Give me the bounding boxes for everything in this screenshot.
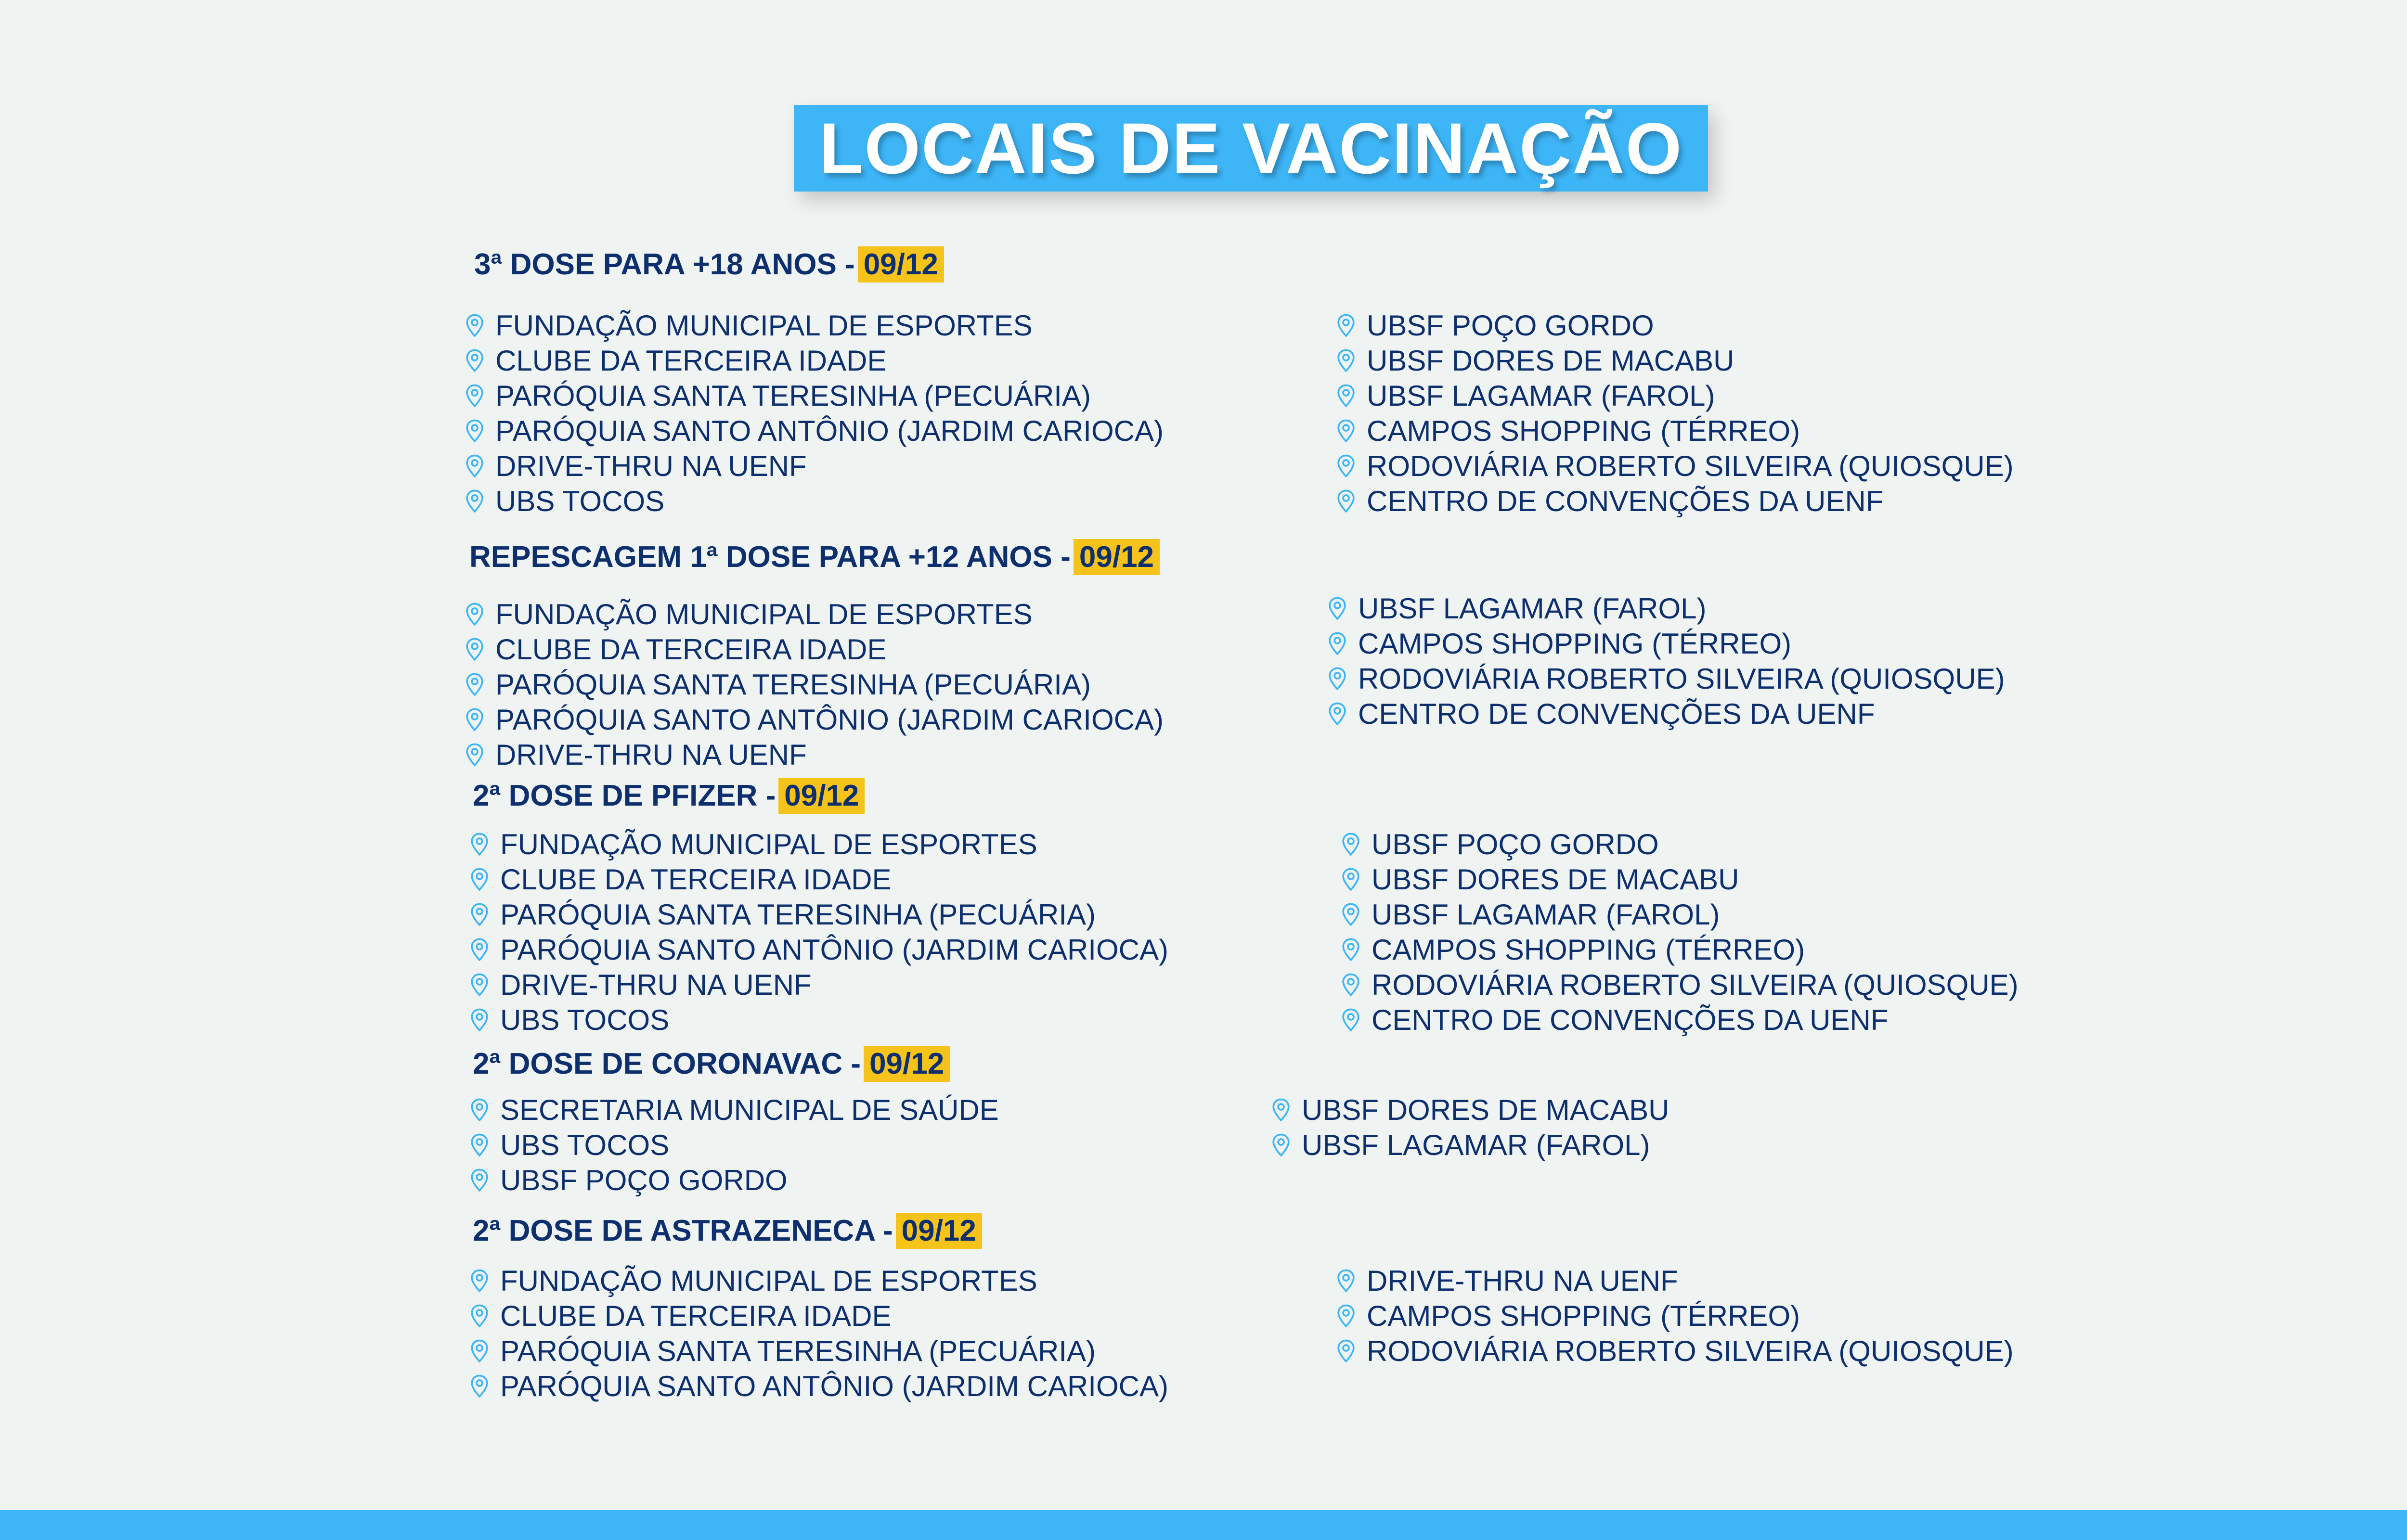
location-item	[1327, 626, 2005, 661]
location-item	[465, 667, 1164, 702]
location-label: FUNDAÇÃO MUNICIPAL DE ESPORTES	[495, 309, 1033, 342]
map-pin-icon	[465, 384, 485, 408]
location-item	[469, 1369, 1168, 1404]
location-label: CAMPOS SHOPPING (TÉRREO)	[1367, 415, 1800, 447]
location-item	[469, 1263, 1168, 1298]
map-pin-icon	[1341, 833, 1361, 857]
location-item	[469, 1128, 999, 1163]
location-item	[1341, 897, 2019, 932]
section-heading-coronavac	[473, 1046, 950, 1082]
location-item	[1341, 827, 2019, 862]
location-item	[469, 1334, 1168, 1369]
location-item	[1336, 1298, 2014, 1334]
date-badge: 09/12	[1074, 539, 1160, 575]
map-pin-icon	[465, 349, 485, 373]
map-pin-icon	[469, 833, 490, 857]
map-pin-icon	[469, 1168, 490, 1193]
date-badge: 09/12	[778, 778, 865, 814]
page-title: LOCAIS DE VACINAÇÃO	[819, 107, 1683, 189]
date-badge: 09/12	[896, 1213, 982, 1249]
location-item	[1336, 343, 2014, 378]
location-item	[1336, 378, 2014, 413]
location-label: UBSF DORES DE MACABU	[1302, 1094, 1669, 1126]
location-item	[469, 862, 1168, 897]
map-pin-icon	[1271, 1098, 1291, 1122]
map-pin-icon	[469, 903, 490, 927]
location-label: FUNDAÇÃO MUNICIPAL DE ESPORTES	[495, 598, 1033, 630]
location-label: CENTRO DE CONVENÇÕES DA UENF	[1367, 485, 1884, 517]
location-item	[1341, 967, 2019, 1002]
map-pin-icon	[465, 454, 485, 478]
map-pin-icon	[1336, 314, 1356, 338]
map-pin-icon	[465, 314, 485, 338]
location-item	[465, 378, 1164, 413]
location-item	[1327, 591, 2005, 626]
location-label: FUNDAÇÃO MUNICIPAL DE ESPORTES	[500, 1265, 1037, 1297]
map-pin-icon	[469, 1339, 490, 1363]
map-pin-icon	[1327, 597, 1347, 621]
section-heading-text: 3ª DOSE PARA +18 ANOS -	[474, 248, 855, 282]
location-label: PARÓQUIA SANTO ANTÔNIO (JARDIM CARIOCA)	[495, 415, 1164, 447]
location-item	[469, 967, 1168, 1002]
location-label: UBSF DORES DE MACABU	[1372, 863, 1739, 896]
map-pin-icon	[1336, 349, 1356, 373]
location-label: RODOVIÁRIA ROBERTO SILVEIRA (QUIOSQUE)	[1358, 663, 2005, 695]
map-pin-icon	[465, 708, 485, 732]
location-list-right	[1327, 591, 2005, 732]
location-label: FUNDAÇÃO MUNICIPAL DE ESPORTES	[500, 828, 1037, 860]
location-item	[469, 1002, 1168, 1038]
location-list-left	[465, 597, 1164, 772]
location-item	[465, 702, 1164, 737]
map-pin-icon	[469, 1304, 490, 1328]
location-label: UBSF POÇO GORDO	[1372, 828, 1659, 860]
location-label: UBS TOCOS	[500, 1129, 670, 1161]
map-pin-icon	[1327, 632, 1347, 656]
section-heading-text: REPESCAGEM 1ª DOSE PARA +12 ANOS -	[469, 540, 1071, 574]
map-pin-icon	[1336, 489, 1356, 513]
location-label: PARÓQUIA SANTA TERESINHA (PECUÁRIA)	[500, 1335, 1096, 1367]
location-label: PARÓQUIA SANTA TERESINHA (PECUÁRIA)	[500, 898, 1096, 931]
location-label: CENTRO DE CONVENÇÕES DA UENF	[1358, 698, 1875, 730]
location-list-right	[1271, 1092, 1669, 1163]
section-heading-text: 2ª DOSE DE ASTRAZENECA -	[473, 1214, 893, 1248]
location-label: PARÓQUIA SANTO ANTÔNIO (JARDIM CARIOCA)	[500, 1370, 1168, 1402]
map-pin-icon	[469, 973, 490, 997]
location-item	[1336, 449, 2014, 484]
location-label: DRIVE-THRU NA UENF	[495, 450, 807, 482]
map-pin-icon	[1336, 454, 1356, 478]
location-label: PARÓQUIA SANTO ANTÔNIO (JARDIM CARIOCA)	[495, 704, 1164, 736]
map-pin-icon	[469, 1133, 490, 1157]
section-heading-astrazeneca	[473, 1213, 982, 1249]
location-label: UBSF LAGAMAR (FAROL)	[1302, 1129, 1650, 1161]
location-item	[1341, 932, 2019, 967]
map-pin-icon	[1271, 1133, 1291, 1157]
location-item	[1271, 1092, 1669, 1128]
section-heading-text: 2ª DOSE DE PFIZER -	[473, 779, 776, 813]
location-label: CLUBE DA TERCEIRA IDADE	[495, 633, 887, 666]
location-label: CLUBE DA TERCEIRA IDADE	[500, 863, 892, 896]
location-label: CAMPOS SHOPPING (TÉRREO)	[1372, 934, 1805, 966]
location-label: PARÓQUIA SANTO ANTÔNIO (JARDIM CARIOCA)	[500, 934, 1168, 966]
footer-bar	[0, 1510, 2407, 1540]
map-pin-icon	[469, 868, 490, 892]
location-list-left	[469, 1263, 1168, 1404]
map-pin-icon	[469, 938, 490, 962]
location-item	[1271, 1128, 1669, 1163]
map-pin-icon	[1341, 938, 1361, 962]
section-heading-text: 2ª DOSE DE CORONAVAC -	[473, 1047, 861, 1081]
location-list-right	[1341, 827, 2019, 1038]
location-label: RODOVIÁRIA ROBERTO SILVEIRA (QUIOSQUE)	[1367, 450, 2014, 482]
map-pin-icon	[1336, 419, 1356, 443]
location-label: RODOVIÁRIA ROBERTO SILVEIRA (QUIOSQUE)	[1372, 969, 2019, 1001]
location-label: DRIVE-THRU NA UENF	[500, 969, 812, 1001]
location-item	[465, 449, 1164, 484]
location-item	[465, 308, 1164, 343]
location-list-left	[469, 1092, 999, 1198]
map-pin-icon	[1336, 1339, 1356, 1363]
map-pin-icon	[1336, 1269, 1356, 1293]
location-item	[465, 597, 1164, 632]
location-label: RODOVIÁRIA ROBERTO SILVEIRA (QUIOSQUE)	[1367, 1335, 2014, 1367]
map-pin-icon	[1341, 1008, 1361, 1032]
map-pin-icon	[1327, 702, 1347, 726]
location-item	[469, 897, 1168, 932]
location-item	[1336, 1334, 2014, 1369]
location-item	[469, 1298, 1168, 1334]
location-item	[469, 1092, 999, 1128]
location-label: CLUBE DA TERCEIRA IDADE	[500, 1300, 892, 1332]
location-item	[465, 343, 1164, 378]
location-list-left	[465, 308, 1164, 519]
location-item	[465, 413, 1164, 449]
section-heading-repescagem	[469, 539, 1160, 575]
location-label: UBS TOCOS	[495, 485, 665, 517]
location-item	[1336, 413, 2014, 449]
location-list-right	[1336, 1263, 2014, 1369]
map-pin-icon	[1341, 903, 1361, 927]
location-item	[469, 1163, 999, 1198]
location-label: CLUBE DA TERCEIRA IDADE	[495, 345, 887, 377]
location-item	[1336, 308, 2014, 343]
location-label: UBSF POÇO GORDO	[1367, 309, 1654, 342]
location-list-left	[469, 827, 1168, 1038]
location-item	[465, 484, 1164, 519]
location-label: SECRETARIA MUNICIPAL DE SAÚDE	[500, 1094, 999, 1126]
location-item	[1336, 484, 2014, 519]
location-item	[1341, 862, 2019, 897]
location-list-right	[1336, 308, 2014, 519]
map-pin-icon	[469, 1008, 490, 1032]
map-pin-icon	[465, 603, 485, 627]
map-pin-icon	[469, 1098, 490, 1122]
map-pin-icon	[1341, 973, 1361, 997]
location-item	[469, 932, 1168, 967]
date-badge: 09/12	[864, 1046, 950, 1082]
location-item	[465, 737, 1164, 772]
map-pin-icon	[465, 673, 485, 697]
map-pin-icon	[1341, 868, 1361, 892]
section-heading-3a-dose	[474, 246, 944, 282]
location-label: CAMPOS SHOPPING (TÉRREO)	[1358, 628, 1792, 660]
location-item	[1341, 1002, 2019, 1038]
location-item	[1336, 1263, 2014, 1298]
location-label: DRIVE-THRU NA UENF	[495, 739, 807, 771]
location-label: UBS TOCOS	[500, 1004, 670, 1036]
location-label: UBSF LAGAMAR (FAROL)	[1372, 898, 1720, 931]
location-label: UBSF LAGAMAR (FAROL)	[1358, 592, 1707, 625]
location-label: UBSF LAGAMAR (FAROL)	[1367, 380, 1715, 412]
map-pin-icon	[465, 638, 485, 662]
map-pin-icon	[465, 489, 485, 513]
title-banner	[794, 105, 1708, 192]
location-item	[1327, 696, 2005, 732]
map-pin-icon	[465, 743, 485, 767]
location-label: PARÓQUIA SANTA TERESINHA (PECUÁRIA)	[495, 380, 1091, 412]
location-label: DRIVE-THRU NA UENF	[1367, 1265, 1678, 1297]
date-badge: 09/12	[858, 246, 944, 282]
map-pin-icon	[1336, 384, 1356, 408]
location-item	[465, 632, 1164, 667]
location-label: CENTRO DE CONVENÇÕES DA UENF	[1372, 1004, 1889, 1036]
location-label: CAMPOS SHOPPING (TÉRREO)	[1367, 1300, 1800, 1332]
map-pin-icon	[465, 419, 485, 443]
location-label: PARÓQUIA SANTA TERESINHA (PECUÁRIA)	[495, 668, 1091, 701]
map-pin-icon	[1327, 667, 1347, 691]
map-pin-icon	[469, 1374, 490, 1399]
location-item	[1327, 661, 2005, 696]
map-pin-icon	[469, 1269, 490, 1293]
location-item	[469, 827, 1168, 862]
section-heading-pfizer	[473, 778, 865, 814]
map-pin-icon	[1336, 1304, 1356, 1328]
location-label: UBSF POÇO GORDO	[500, 1164, 788, 1196]
location-label: UBSF DORES DE MACABU	[1367, 345, 1734, 377]
